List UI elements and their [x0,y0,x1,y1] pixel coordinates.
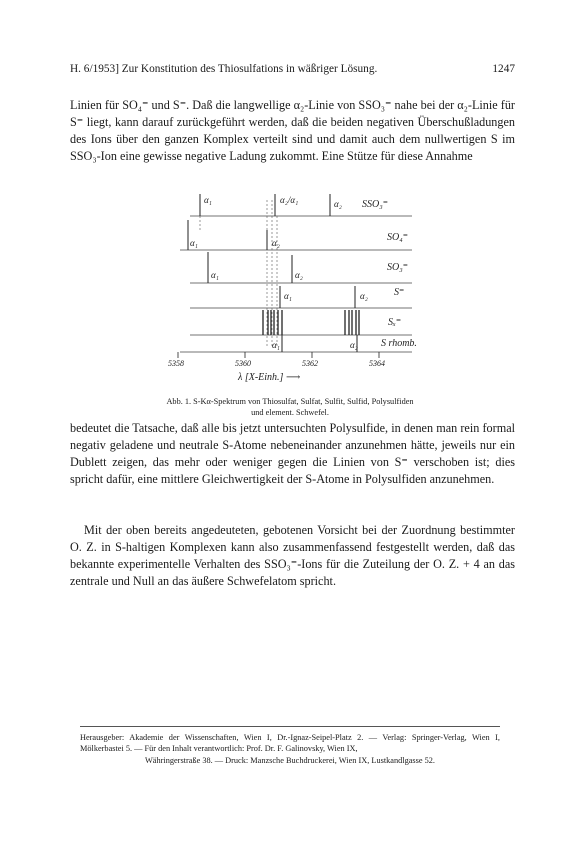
footer-rule [80,726,500,727]
row-srhomb-lines [282,335,357,352]
label-s-a2: α₂ [360,291,368,301]
label-sso3-a2: α₂ [334,199,342,209]
row-sx-lines [263,310,359,335]
page-number: 1247 [492,63,515,75]
label-s-a1: α₁ [284,291,292,301]
caption-line-1: Abb. 1. S-Kα-Spektrum von Thiosulfat, Sulfat, Sulfit, Sulfid, Polysulfiden [166,397,414,406]
row-sso3-lines [200,194,330,216]
row-separators [180,216,412,352]
tick-5364: 5364 [369,359,385,368]
paragraph-3: Mit der oben bereits angedeuteten, gebotenen Vorsicht bei der Zuordnung bestimmter O. Z. in S-haltigen Komplexen kann also zusammenfassend festgestellt werden, daß das bekannte experimentelle Verhalten des SSO₃⁼-Ions für die Zuteilung der O. Z. + 4 an das zentrale und Null an das äußere Schwefelatom spricht. [70,523,515,589]
label-srhomb-a2: α₂ [350,340,358,350]
imprint-line-1: Herausgeber: Akademie der Wissenschaften, Wien I, Dr.-Ignaz-Seipel-Platz 2. — Verlag: Springer-Verlag, Wien I, Mölkerbastei 5. — Für den Inhalt verantwortlich: Prof. Dr. F. Galinovsky, Wien IX, [80,733,500,754]
label-so4-a1: α₁ [190,238,198,248]
tick-5358: 5358 [168,359,184,368]
row-so3-lines [208,252,292,283]
spectrum-figure [150,190,440,385]
species-sso3: SSO₃⁼ [362,199,388,210]
tick-5360: 5360 [235,359,251,368]
label-sso3-a1: α₁ [204,195,212,205]
species-s: S⁼ [394,287,405,298]
species-so3: SO₃⁼ [387,262,408,273]
figure-caption [100,396,480,418]
label-sso3-a2a1: α₂/α₁ [280,195,299,205]
running-head-title: H. 6/1953] Zur Konstitution des Thiosulfations in wäßriger Lösung. [70,63,378,75]
imprint-line-2: Währingerstraße 38. — Druck: Manzsche Buchdruckerei, Wien IX, Lustkandlgasse 52. [144,755,436,765]
axis-label: λ [X-Einh.] ⟶ [238,372,301,383]
species-so4: SO₄⁼ [387,232,408,243]
paragraph-2: bedeutet die Tatsache, daß alle bis jetzt untersuchten Polysulfide, in denen man rein formal negativ geladene und neutrale S-Atome nebeneinander anzunehmen hätte, jeweils nur ein Dublett zeigen, das mehr oder weniger gegen die Linien von S⁼ verschoben ist; dies spricht dafür, eine mittlere Gleichwertigkeit der S-Atome in Polysulfiden anzunehmen. [70,421,515,487]
label-so3-a2: α₂ [295,270,303,280]
label-so4-a2: α₂ [272,238,280,248]
species-sx: Sₓ⁼ [388,317,402,328]
paragraph-1: Linien für SO₄⁼ und S⁼. Daß die langwellige α₂-Linie von SSO₃⁼ nahe bei der α₂-Linie für S⁼ liegt, kann darauf zurückgeführt werden, daß die beiden negativen Überschußladungen des Ions über den ganzen Komplex verteilt sind und damit auch dem nullwertigen S im SSO₃-Ion eine gewisse negative Ladung zukommt. Eine Stütze für diese Annahme [70,98,515,164]
tick-5362: 5362 [302,359,318,368]
axis-ticks [178,352,379,358]
running-head [70,63,515,79]
imprint-footer [80,732,500,766]
label-so3-a1: α₁ [211,270,219,280]
caption-line-2: und element. Schwefel. [251,408,329,417]
species-srhomb: S rhomb. [381,338,417,349]
label-srhomb-a1: α₁ [272,340,280,350]
